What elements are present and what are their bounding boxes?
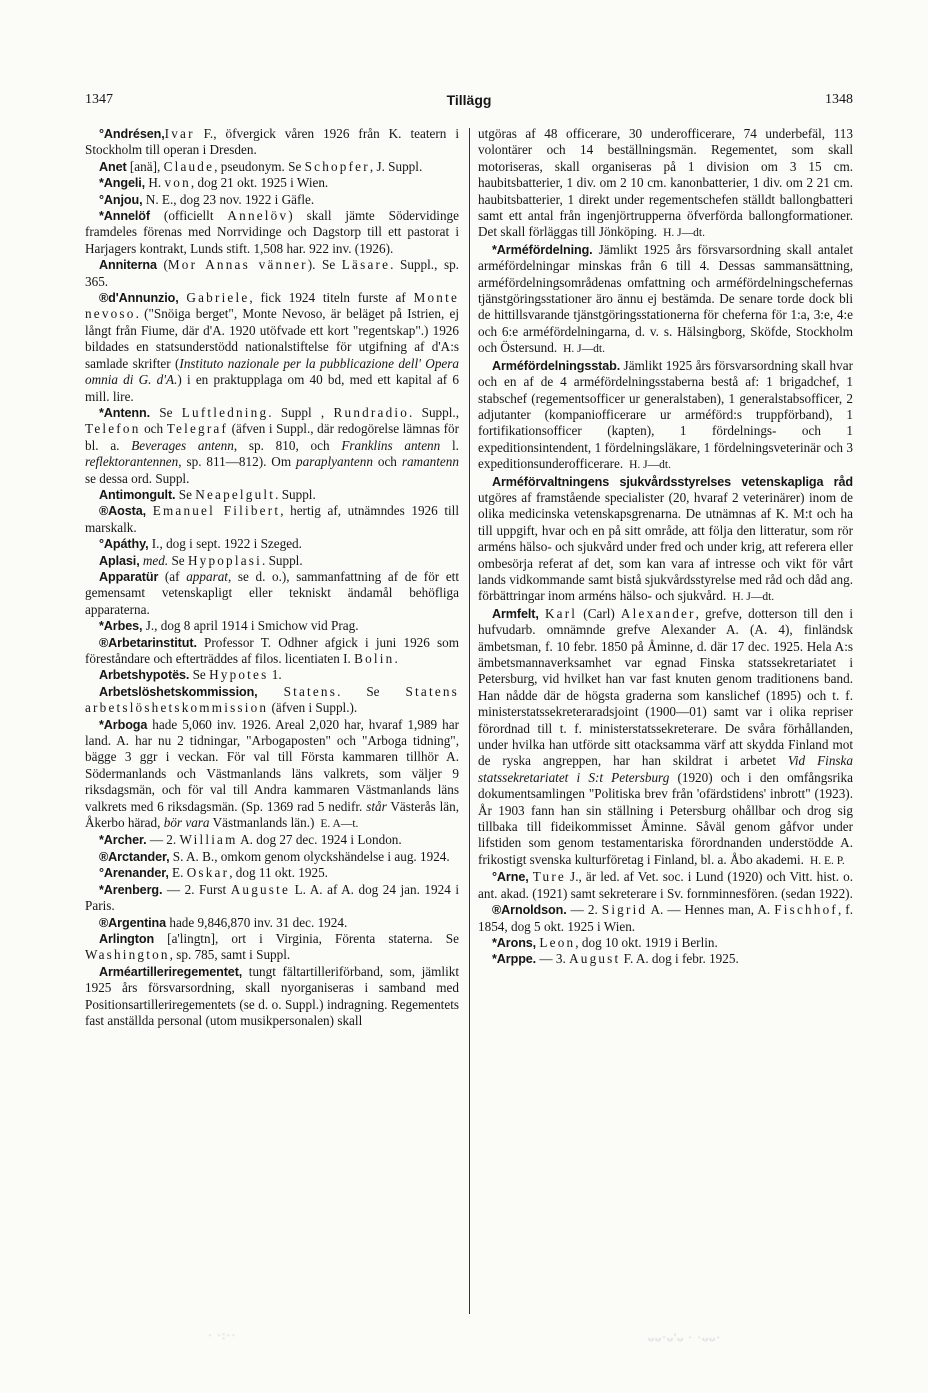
dictionary-entry: [85, 405, 459, 487]
author-signature: H. J—dt.: [663, 227, 705, 240]
entry-text: och: [140, 421, 167, 437]
italic-text: bör vara: [163, 815, 210, 831]
entry-text: (: [156, 257, 168, 273]
entry-text: , dog 11 okt. 1925.: [229, 865, 328, 881]
entry-text: se dessa ord. Suppl.: [85, 470, 190, 486]
entry-headword: *Annelöf: [99, 209, 150, 224]
spaced-name: Auguste: [230, 881, 291, 897]
author-signature: H. J—dt.: [563, 343, 605, 356]
entry-text: , hertig af, utnämndes 1926 till marskalk.: [85, 503, 459, 535]
dictionary-entry: [85, 931, 459, 964]
author-signature: H. J—dt.: [732, 591, 775, 604]
entry-headword: °Andrésen,: [99, 127, 165, 141]
entry-headword: ®Aosta,: [99, 504, 147, 519]
dictionary-entry: [85, 882, 459, 915]
entry-text: Se: [175, 486, 196, 502]
page-number-left: 1347: [85, 92, 113, 107]
entry-text: ) i en praktupplaga om 40 bd, med ett kapital af 6 mill. lire.: [85, 372, 459, 404]
entry-text: [a'lingtn], ort i Virginia, Förenta staterna. Se: [154, 930, 459, 946]
entry-text: . Se: [337, 683, 406, 699]
entry-headword: *Arbes,: [99, 619, 143, 634]
entry-text: — 2. Furst: [162, 881, 231, 897]
entry-text: (1920) och i den omfångsrika dokumentsamlingen "Politiska brev från 'ofärdstidens' inbrott" (1923). År 1903 fann han sin ställning i Petersburg ohållbar och drog sig tillbaka till fideikommisset Åminne. Såväl genom gåfvor under lifstiden som genom testamentariska förordnanden understödde A. frikostigt svenska kulturföretag i Finland, bl. a. Åbo akademi.: [478, 769, 853, 867]
entry-text: , dog 21 okt. 1925 i Wien.: [190, 175, 329, 191]
spaced-name: Washington: [85, 947, 170, 963]
italic-text: Vid Finska statssekretariatet i S:t Petersburg: [478, 753, 853, 785]
entry-text: . Suppl.: [261, 552, 303, 568]
entry-headword: Anniterna: [99, 258, 157, 273]
dictionary-entry: [85, 257, 459, 290]
entry-headword: ®Arbetarinstitut.: [99, 635, 197, 650]
italic-text: står: [366, 798, 387, 814]
entry-text: hade 9,846,870 inv. 31 dec. 1924.: [166, 914, 348, 930]
entry-headword: *Arboga: [99, 717, 148, 732]
left-column: [85, 126, 459, 1316]
spaced-name: Hypoplasi: [187, 552, 262, 568]
spaced-name: Monte nevoso: [85, 290, 459, 322]
entry-text: tungt fältartilleriförband, som, jämlikt 1925 års försvarsordning, skall nyorganiseras i samband med Positionsartilleriregementets (se d. o. Suppl.) indragning. Regementets fast anställda personal (utom musikpersonalen) skall: [85, 963, 459, 1028]
italic-text: apparat: [186, 568, 228, 584]
entry-headword: °Anjou,: [99, 192, 143, 207]
entry-text: L. A. af A. dog 24 jan. 1924 i Paris.: [85, 881, 459, 914]
entry-headword: *Archer.: [99, 833, 147, 848]
spaced-name: Emanuel Filibert: [152, 503, 281, 519]
entry-text: Se: [189, 667, 210, 683]
entry-text: hade 5,060 inv. 1926. Areal 2,020 har, hvaraf 1,989 har land. A. har nu 2 tidningar, "Arbogaposten" och "Arboga tidning", bägge 3 ggr i veckan. För val till Första kammaren tillhör A. Södermanlands och Västmanlands läns valkrets, som väljer 9 riksdagsmän, och för val till Andra kammaren Västmanlands läns valkrets med 6 riksdagsmän. (Sp. 1369 rad 5 nedifr.: [85, 716, 459, 814]
entry-headword: *Antenn.: [99, 405, 150, 420]
dictionary-entry: [85, 684, 459, 717]
entry-text: , J. Suppl.: [369, 158, 423, 174]
spaced-name: Gabriele: [186, 290, 250, 306]
entry-text: . Suppl., sp. 365.: [85, 257, 459, 289]
dictionary-entry: [85, 553, 459, 569]
dictionary-entry: [85, 208, 459, 257]
spaced-name: von: [164, 175, 191, 191]
entry-text: F. A. dog i febr. 1925.: [620, 951, 739, 967]
dictionary-entry: [85, 915, 459, 931]
italic-text: Instituto nazionale per la pubblicazione dell' Opera omnia di G. d'A.: [85, 355, 459, 388]
entry-headword: Arméfördelningsstab.: [492, 358, 621, 373]
dictionary-entry: [478, 474, 853, 606]
entry-text: — 2.: [146, 832, 180, 848]
italic-text: med.: [142, 552, 169, 568]
dictionary-entry: [85, 159, 459, 175]
spaced-name: Statens arbetslöshetskommission: [85, 683, 459, 716]
dictionary-entry: [85, 667, 459, 683]
spaced-name: Schopfer: [304, 158, 370, 174]
entry-headword: Armfelt,: [492, 606, 539, 621]
page-number-right: 1348: [825, 92, 853, 107]
spaced-name: Luftledning: [181, 404, 269, 420]
entry-text: och: [372, 454, 402, 470]
entry-text: [258, 684, 284, 699]
page-header: [85, 92, 853, 114]
author-signature: H. E. P.: [809, 854, 845, 867]
entry-text: F., öfvergick våren 1926 från K. teatern i Stockholm till operan i Dresden.: [85, 126, 459, 158]
entry-text: , sp. 785, samt i Suppl.: [169, 947, 291, 963]
entry-text: (Carl): [577, 605, 621, 621]
right-column: [478, 126, 853, 1316]
entry-text: (äfven i Suppl.).: [268, 700, 358, 716]
spaced-name: Bolin: [354, 651, 395, 666]
dictionary-entry: [478, 126, 853, 242]
entry-headword: *Arons,: [492, 935, 537, 950]
spaced-name: Telegraf: [166, 421, 229, 437]
spaced-name: Sigrid: [601, 902, 648, 918]
spaced-name: Alexander: [620, 605, 696, 621]
entry-headword: ®Arnoldson.: [492, 903, 567, 918]
entry-text: H.: [145, 175, 165, 191]
entry-headword: Aplasi,: [99, 553, 140, 568]
spaced-name: William: [179, 832, 238, 848]
dictionary-entry: [85, 635, 459, 668]
entry-text: . ("Snöiga berget", Monte Nevoso, är beläget på Istrien, ej långt från Fiume, där d'A. 1920 utöfvade ett kort "regentskap".) 1926 bildades en statsunderstödd nationalstiftelse för utgifning af d'A:s samlade skrifter (: [85, 306, 459, 371]
spaced-name: Ivar: [164, 126, 195, 141]
entry-text: .: [394, 651, 398, 666]
dictionary-entry: [85, 865, 459, 881]
page-title: Tillägg: [446, 92, 492, 108]
entry-text: Se: [149, 404, 182, 420]
spaced-name: Statens: [283, 683, 338, 699]
entry-text: . Suppl ,: [268, 404, 334, 420]
entry-text: J., dog 8 april 1914 i Smichow vid Prag.: [142, 618, 359, 634]
dictionary-entry: [85, 487, 459, 503]
entry-text: [anä],: [126, 158, 164, 174]
entry-headword: Antimongult.: [99, 487, 176, 502]
entry-text: (af: [158, 568, 187, 584]
dictionary-entry: [85, 290, 459, 405]
entry-text: A. dog 27 dec. 1924 i London.: [237, 832, 402, 848]
entry-headword: *Arppe.: [492, 952, 537, 967]
entry-text: 1.: [268, 667, 282, 683]
spaced-name: Läsare: [341, 257, 391, 273]
dictionary-entry: [85, 618, 459, 634]
spaced-name: Ture: [532, 869, 566, 885]
dictionary-entry: [478, 951, 853, 967]
entry-text: , f. 1854, dog 5 okt. 1925 i Wien.: [478, 902, 853, 934]
italic-text: ramantenn: [401, 454, 459, 470]
entry-text: . Suppl.: [275, 486, 316, 502]
spaced-name: Annelöv: [227, 208, 289, 224]
entry-text: A. — Hennes man, A.: [647, 902, 775, 918]
entry-text: , se d. o.), sammanfattning af de för ett gemensamt vetenskapligt eller tekniskt ändamål behöfliga apparaterna.: [85, 568, 459, 617]
dictionary-entry: [85, 503, 459, 536]
entry-text: (officiellt: [149, 208, 228, 224]
dictionary-entry: [478, 869, 853, 902]
entry-headword: *Arméfördelning.: [492, 242, 593, 257]
dictionary-entry: [85, 569, 459, 618]
dictionary-entry: [85, 832, 459, 848]
entry-headword: ®Arctander,: [99, 849, 170, 864]
entry-text: , dog 10 okt. 1919 i Berlin.: [575, 934, 718, 950]
entry-headword: Apparatür: [99, 569, 159, 584]
entry-text: Professor T. Odhner afgick i juni 1926 som föreståndare och efterträddes af filos. licentiaten I.: [85, 634, 459, 666]
entry-headword: *Arenberg.: [99, 882, 163, 897]
dictionary-entry: [478, 242, 853, 358]
entry-headword: ®Argentina: [99, 915, 167, 930]
author-signature: E. A—t.: [320, 818, 359, 831]
entry-text: Jämlikt 1925 års försvarsordning skall hvar och en af de 4 arméfördelningsstaberna bestå af: 1 brigadchef, 1 stabschef (regementsofficer ur generalstaben), 1 generalstabsofficer, 2 adjutanter (kompaniofficerare ur arméförd:s truppförband), 1 fortifikationsofficer (kapten), 1 fördelnings- och 1 expeditionsintendent, 1 fördelningsläkare, 1 fördelningsveterinär och 3 expeditionsunderofficerare.: [478, 357, 853, 472]
entry-text: E.: [168, 865, 187, 881]
entry-text: ). Se: [307, 257, 342, 273]
entry-text: — 2.: [566, 902, 602, 918]
dictionary-entry: [85, 175, 459, 191]
dictionary-entry: [85, 536, 459, 552]
entry-headword: °Arne,: [492, 870, 529, 885]
entry-text: utgöres af framstående specialister (20, hvaraf 2 veterinärer) inom de olika medicinska vetenskapsgrenarna. De utnämnas af K. M:t och ha till uppgift, hvar och en på sitt område, att följa den litteratur, som rör arméns hälso- och sjukvård under fred och under krig, att referera eller ombesörja referat af det, som kan vara af intresse och vikt för vårt lands vidkommande samt bistå sjukvårdsstyrelse med råd och dåd ang. förbättringar inom arméns hälso- och sjukvård.: [478, 489, 853, 604]
spaced-name: Fischhof: [774, 902, 838, 918]
entry-headword: °Arenander,: [99, 866, 169, 881]
spaced-name: August: [569, 951, 621, 967]
spaced-name: Hypotes: [209, 667, 269, 683]
entry-headword: ®d'Annunzio,: [99, 291, 179, 306]
page-smudge: · ·:··: [208, 1328, 237, 1342]
dictionary-entry: [85, 964, 459, 1030]
entry-headword: °Apáthy,: [99, 537, 149, 552]
entry-headword: Arbetslöshetskommission,: [99, 684, 258, 699]
entry-text: [146, 503, 153, 518]
spaced-name: Karl: [544, 605, 578, 621]
dictionary-entry: [85, 126, 459, 159]
entry-text: Västmanlands län.): [209, 815, 315, 831]
entry-text: J., är led. af Vet. soc. i Lund (1920) och Vitt. hist. o. ant. akad. (1921) samt sekreterare i Sv. fornminnesfören. (sedan 1922).: [478, 869, 853, 901]
column-divider: [469, 128, 470, 1314]
dictionary-entry: [85, 717, 459, 833]
entry-text: , pseudonym. Se: [214, 158, 305, 174]
italic-text: Beverages antenn: [131, 437, 234, 453]
spaced-name: Neapelgult: [195, 486, 276, 502]
entry-text: , grefve, dotterson till den i hufvudarb. omnämnde grefve Alexander A. (A. 4), finländsk ämbetsman, f. 10 febr. 1850 på Åminne, d. där 17 dec. 1925. Hela A:s ämbetsmannaverksamhet var egnad Finska statssekretariatet i Petersburg, vid hvilket han var fast knuten genom traditionens band. Han nådde där de högsta graderna som kanslichef (1895) och t. f. ministerstatssekreteraradsjoint (1900—01) samt var i olika repriser förordnad till t. f. ministerstatssekreterare. De svåra förhållanden, under hvilka han utförde sitt otacksamma värf att skydda Finland mot de ryska angreppen, har han skildrat i arbetet: [478, 605, 853, 769]
dictionary-entry: [85, 849, 459, 865]
dictionary-entry: [478, 935, 853, 951]
spaced-name: Claude: [163, 158, 215, 174]
spaced-name: Rundradio: [333, 404, 410, 420]
entry-text: N. E., dog 23 nov. 1922 i Gäfle.: [142, 191, 315, 207]
dictionary-entry: [478, 902, 853, 935]
entry-headword: Arlington: [99, 931, 155, 946]
dictionary-entry: [478, 358, 853, 474]
spaced-name: Telefon: [85, 421, 141, 437]
italic-text: Franklins antenn: [341, 437, 441, 453]
author-signature: H. J—dt.: [629, 459, 671, 472]
entry-text: (äfven i Suppl., där redogörelse lämnas för bl. a.: [85, 421, 459, 453]
italic-text: reflektorantennen: [85, 454, 179, 470]
entry-text: S. A. B., omkom genom olyckshändelse i aug. 1924.: [169, 848, 450, 864]
italic-text: paraplyantenn: [296, 454, 373, 470]
entry-text: utgöras af 48 officerare, 30 underofficerare, 74 underbefäl, 113 volontärer och 14 beställningsmän. Regementet, som skall motoriseras, skall organiseras på 1 division om 3 15 cm. haubitsbatterier, 1 div. om 2 10 cm. kanonbatterier, 1 div. om 2 21 cm. haubitsbatterier, 1 direkt under regementschefen ställdt ballongbatteri samt ett antal från ingenjörtrupperna öfverförda ballongformationer. Det skall förläggas till Jönköping.: [478, 126, 853, 240]
page-smudge: ᴗᴗ·ᴗ'ᴗ · ·ᴗᴗ·: [648, 1330, 722, 1344]
entry-text: Se: [168, 552, 188, 568]
entry-text: I., dog i sept. 1922 i Szeged.: [148, 536, 302, 552]
entry-text: — 3.: [536, 951, 570, 967]
entry-text: . Suppl.,: [409, 404, 459, 420]
entry-text: , sp. 811—812). Om: [178, 454, 297, 470]
entry-text: Jämlikt 1925 års försvarsordning skall antalet arméfördelningar minskas från 6 till 4. Dessas sammansättning, arméfördelningsområdenas omfattning och arméfördelningschefernas tjänstgöringsstationer äro ännu ej bestämda. De senare torde dock bli de hittillsvarande tjänstgöringsstationerna för cheferna för 1:a, 3:e, 4:e och 6:e arméfördelningarna, d. v. s. Hälsingborg, Sköfde, Stockholm och Östersund.: [478, 241, 853, 356]
entry-text: ) skall jämte Södervidinge framdeles förenas med Norrvidinge och Dagstorp till ett pastorat i Harjagers kontrakt, Lunds stift. 1,508 har. 922 inv. (1926).: [85, 208, 459, 256]
entry-text: , sp. 810, och: [233, 437, 342, 453]
entry-headword: Arbetshypotës.: [99, 668, 190, 683]
entry-text: , fick 1924 titeln furste af: [249, 290, 414, 306]
dictionary-entry: [478, 606, 853, 870]
entry-headword: *Angeli,: [99, 176, 146, 191]
spaced-name: Oskar: [186, 865, 230, 881]
spaced-name: Mor Annas vänner: [167, 257, 308, 273]
dictionary-entry: [85, 192, 459, 208]
spaced-name: Leon: [539, 934, 576, 950]
entry-headword: Arméförvaltningens sjukvårdsstyrelses vetenskapliga råd: [492, 474, 853, 489]
entry-text: l.: [440, 437, 459, 453]
entry-text: Västerås län, Åkerbo härad,: [85, 798, 459, 831]
entry-headword: Anet: [99, 159, 127, 174]
entry-headword: Arméartilleriregementet,: [99, 964, 243, 979]
